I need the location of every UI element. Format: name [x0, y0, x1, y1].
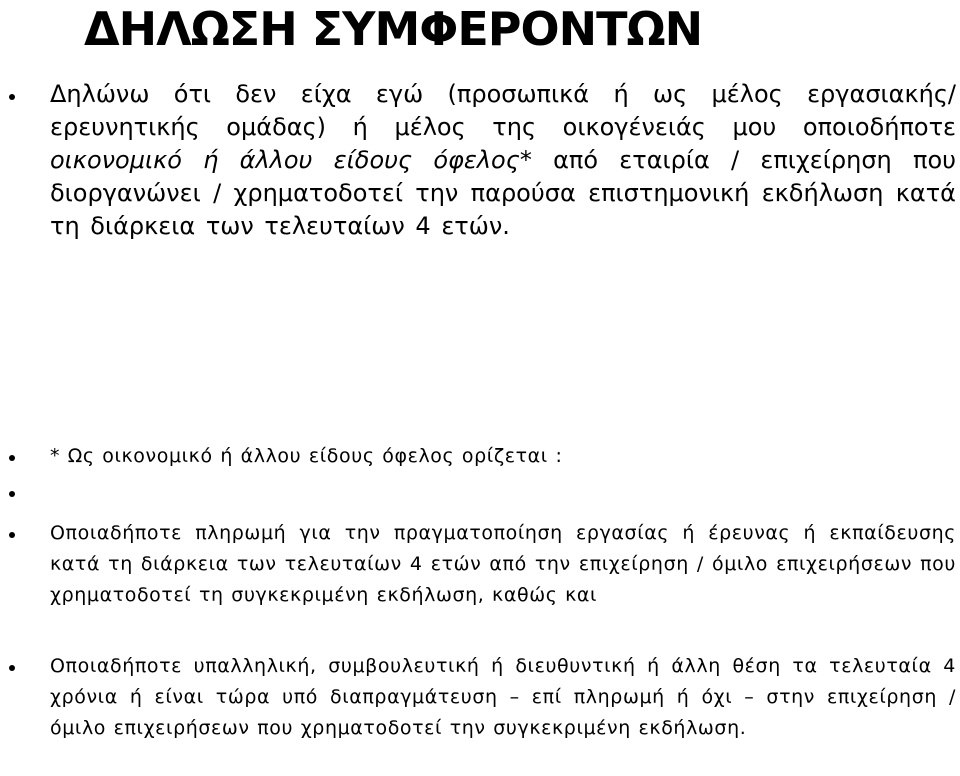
slide-title: ΔΗΛΩΣΗ ΣΥΜΦΕΡΟΝΤΩΝ [84, 2, 703, 56]
bullet-dot-icon [9, 94, 15, 100]
bullet-dot-icon [9, 532, 15, 538]
definition-item-text: Οποιαδήποτε υπαλληλική, συμβουλευτική ή διευθυντική ή άλλη θέση τα τελευταία 4 χρόνια ή είναι τώρα υπό διαπραγμάτευση – επί πληρωμή ή όχι – στην επιχείρηση / όμιλο επιχειρήσεων που χρηματοδοτεί την συγκεκριμένη εκδήλωση. [50, 655, 956, 739]
declaration-text-before: Δηλώνω ότι δεν είχα εγώ (προσωπικά ή ως μέλος εργασιακής/ερευνητικής ομάδας) ή μέλος της οικογένειάς μου οποιοδήποτε [50, 80, 956, 141]
definition-intro-text: * Ως οικονομικό ή άλλου είδους όφελος ορίζεται : [50, 445, 563, 467]
definition-item-text: Οποιαδήποτε πληρωμή για την πραγματοποίηση εργασίας ή έρευνας ή εκπαίδευσης κατά τη διάρκεια των τελευταίων 4 ετών από την επιχείρηση / όμιλο επιχειρήσεων που χρηματοδοτεί τη συγκεκριμένη εκδήλωση, καθώς και [50, 522, 956, 606]
declaration-text-emphasis: οικονομικό ή άλλου είδους όφελος* [50, 146, 532, 174]
bullet-dot-icon [9, 491, 15, 497]
declaration-text [50, 78, 956, 243]
bullet-dot-icon [9, 455, 15, 461]
declaration-text-after: από εταιρία / επιχείρηση που διοργανώνει / χρηματοδοτεί την παρούσα επιστημονική εκδήλωση κατά τη διάρκεια των τελευταίων 4 ετών. [50, 146, 957, 240]
bullet-dot-icon [9, 665, 15, 671]
